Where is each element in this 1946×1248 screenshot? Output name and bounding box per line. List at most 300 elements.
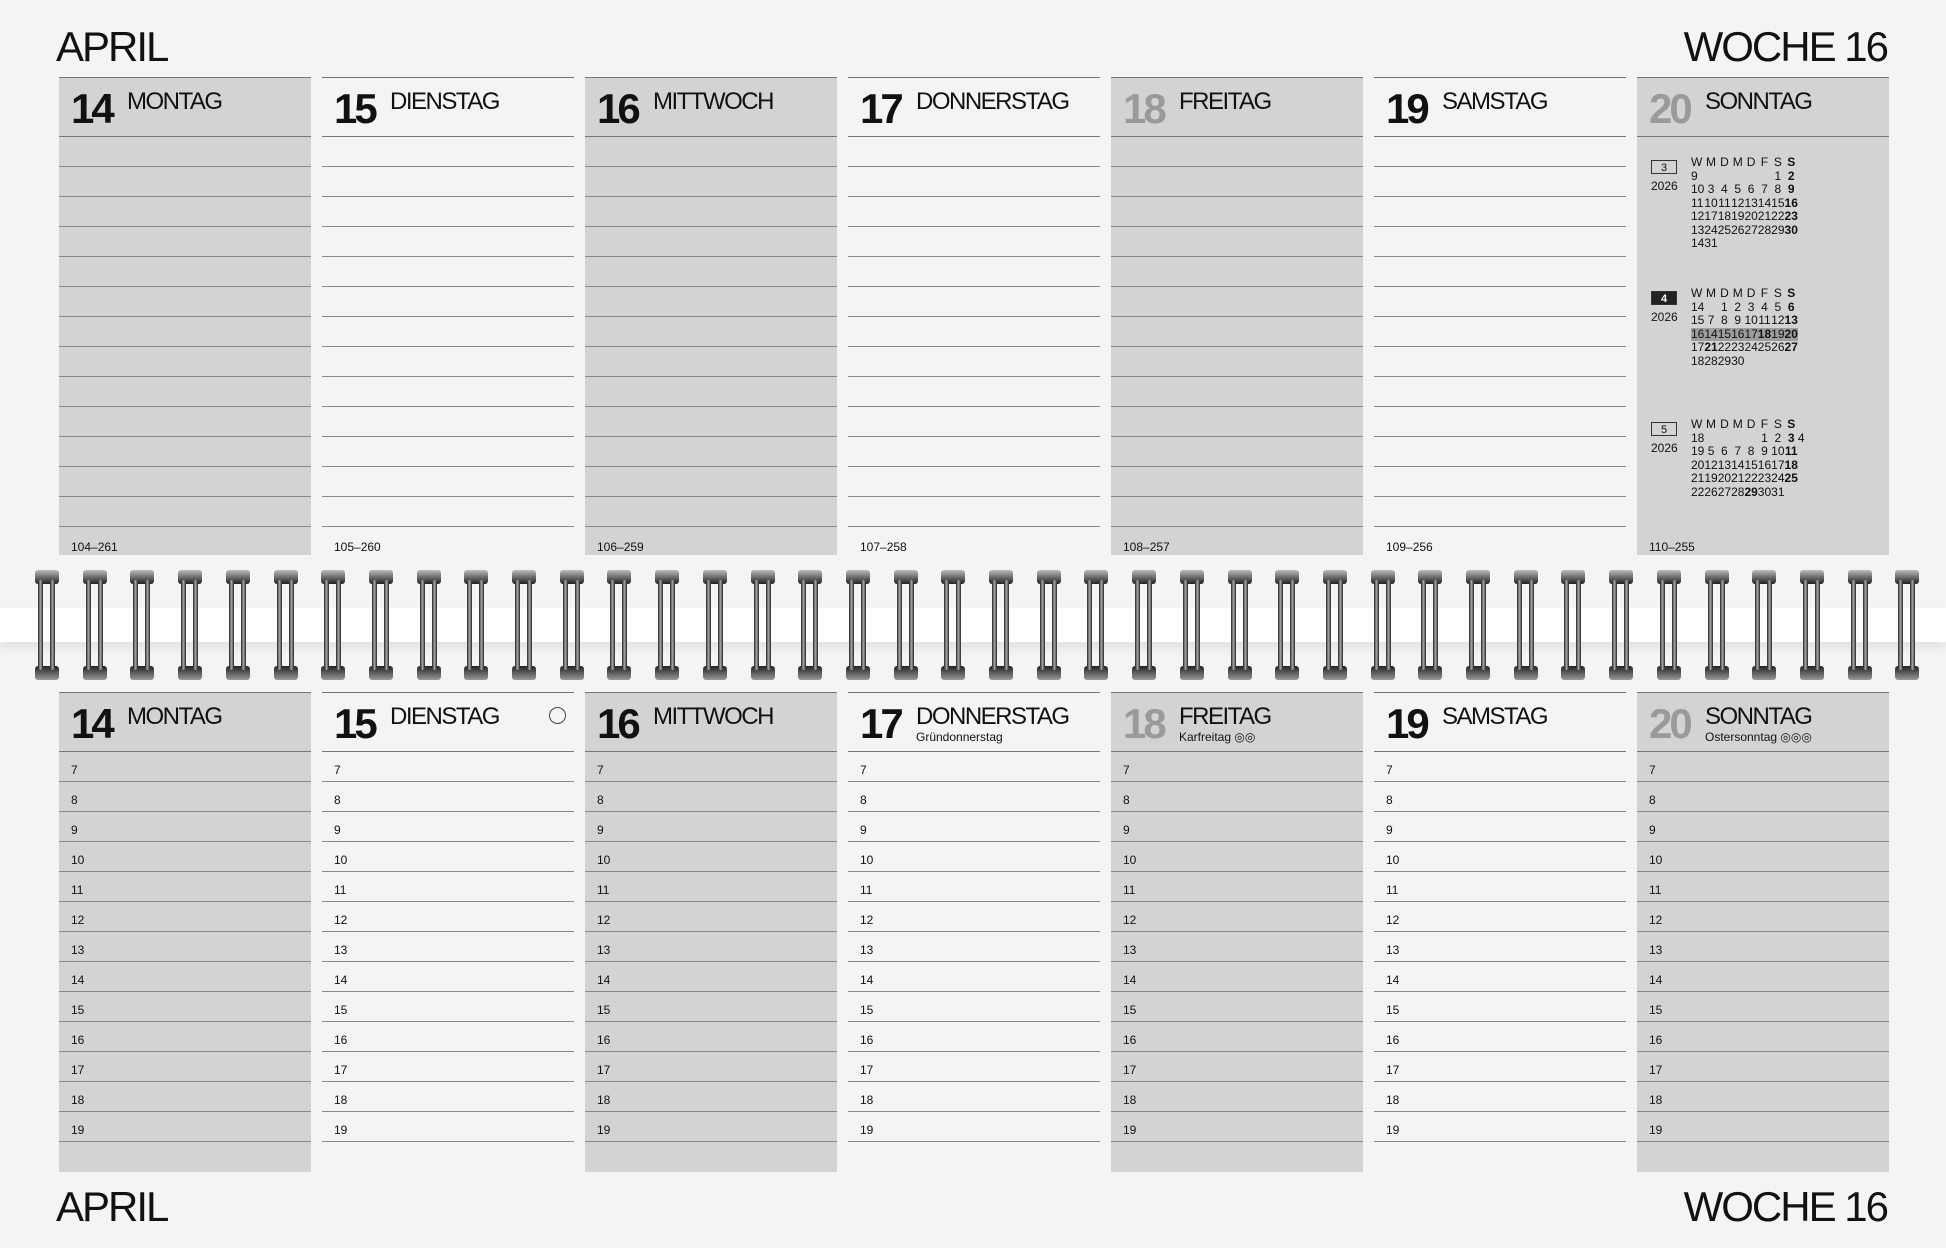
- hour-slot[interactable]: [1637, 902, 1889, 932]
- hour-slot[interactable]: [1111, 812, 1363, 842]
- hour-slot[interactable]: [59, 812, 311, 842]
- calendar-day: 14: [1731, 457, 1745, 472]
- calendar-day: 27: [1784, 340, 1798, 354]
- note-line[interactable]: [1374, 287, 1626, 317]
- hour-slot[interactable]: [1111, 1022, 1363, 1052]
- hour-slot[interactable]: [848, 1052, 1100, 1082]
- day-number: 14: [71, 700, 112, 747]
- calendar-day: 18: [1717, 209, 1732, 223]
- note-line[interactable]: [1374, 137, 1626, 167]
- hour-label: 15: [597, 1003, 611, 1017]
- hour-slot[interactable]: [1374, 842, 1626, 872]
- note-line[interactable]: [585, 287, 837, 317]
- calendar-day: 7: [1734, 444, 1742, 458]
- hour-slot[interactable]: [848, 992, 1100, 1022]
- calendar-day: 5: [1707, 444, 1715, 458]
- calendar-day: 14: [1704, 326, 1718, 341]
- hour-slot[interactable]: [1637, 752, 1889, 782]
- hour-slot[interactable]: [848, 872, 1100, 902]
- note-line[interactable]: [848, 347, 1100, 377]
- note-line[interactable]: [585, 437, 837, 467]
- hour-slot[interactable]: [59, 842, 311, 872]
- hour-slot[interactable]: [322, 842, 574, 872]
- day-name: MITTWOCH: [653, 703, 773, 730]
- hour-label: 19: [1649, 1123, 1663, 1137]
- note-line[interactable]: [585, 167, 837, 197]
- hour-slot[interactable]: [322, 932, 574, 962]
- note-line[interactable]: [1374, 377, 1626, 407]
- hour-label: 10: [597, 853, 611, 867]
- note-line[interactable]: [848, 227, 1100, 257]
- calendar-day: 8: [1774, 182, 1782, 196]
- hour-lines: [322, 752, 574, 1142]
- spiral-ring: [464, 570, 488, 680]
- calendar-day: [1771, 355, 1784, 369]
- hour-slot[interactable]: [848, 962, 1100, 992]
- day-number: 18: [1123, 85, 1164, 132]
- calendar-day: 7: [1761, 182, 1768, 196]
- hour-slot[interactable]: [585, 752, 837, 782]
- hour-label: 13: [860, 943, 874, 957]
- note-line[interactable]: [1111, 227, 1363, 257]
- hour-slot[interactable]: [1111, 962, 1363, 992]
- hour-slot[interactable]: [848, 812, 1100, 842]
- hour-slot[interactable]: [1374, 1082, 1626, 1112]
- hour-slot[interactable]: [1637, 1112, 1889, 1142]
- hour-slot[interactable]: [1374, 812, 1626, 842]
- hour-label: 8: [597, 793, 604, 807]
- hour-slot[interactable]: [59, 932, 311, 962]
- hour-slot[interactable]: [322, 782, 574, 812]
- hour-slot[interactable]: [848, 1112, 1100, 1142]
- hour-label: 16: [860, 1033, 874, 1047]
- weekday-header: D: [1720, 286, 1729, 300]
- calendar-day: 23: [1757, 471, 1772, 485]
- hour-slot[interactable]: [59, 782, 311, 812]
- note-line[interactable]: [848, 257, 1100, 287]
- week-number: 22: [1691, 484, 1705, 499]
- day-of-year-count: 105–260: [334, 540, 381, 554]
- note-line[interactable]: [322, 197, 574, 227]
- weekday-header: F: [1760, 417, 1769, 431]
- note-line[interactable]: [1374, 347, 1626, 377]
- calendar-day: 4: [1721, 182, 1728, 196]
- note-line[interactable]: [59, 137, 311, 167]
- hour-slot[interactable]: [1637, 1052, 1889, 1082]
- hour-label: 11: [1386, 883, 1399, 897]
- note-line[interactable]: [1111, 437, 1363, 467]
- note-line[interactable]: [1374, 467, 1626, 497]
- calendar-day: 4: [1761, 299, 1768, 314]
- day-name: FREITAG: [1179, 703, 1271, 730]
- calendar-day: 20: [1744, 209, 1758, 223]
- calendar-day: [1718, 170, 1731, 184]
- calendar-day: 17: [1744, 326, 1758, 341]
- note-line[interactable]: [585, 407, 837, 437]
- note-line[interactable]: [322, 167, 574, 197]
- calendar-day: 2: [1787, 168, 1795, 183]
- note-line[interactable]: [585, 197, 837, 227]
- hour-label: 13: [334, 943, 348, 957]
- hour-label: 10: [860, 853, 874, 867]
- calendar-day: [1704, 432, 1717, 446]
- hour-slot[interactable]: [585, 842, 837, 872]
- note-line[interactable]: [1374, 167, 1626, 197]
- hour-slot[interactable]: [585, 1112, 837, 1142]
- hour-slot[interactable]: [322, 992, 574, 1022]
- note-line[interactable]: [322, 317, 574, 347]
- weekday-header: S: [1787, 286, 1796, 300]
- note-line[interactable]: [1374, 437, 1626, 467]
- hour-slot[interactable]: [59, 872, 311, 902]
- note-line[interactable]: [848, 467, 1100, 497]
- note-line[interactable]: [59, 437, 311, 467]
- spiral-binding: [0, 570, 1946, 680]
- note-line[interactable]: [59, 287, 311, 317]
- day-name: FREITAG: [1179, 88, 1271, 115]
- hour-slot[interactable]: [848, 932, 1100, 962]
- note-line[interactable]: [322, 347, 574, 377]
- hour-slot[interactable]: [1374, 932, 1626, 962]
- note-line[interactable]: [848, 287, 1100, 317]
- day-header: [1637, 78, 1889, 137]
- calendar-day: 30: [1784, 222, 1798, 237]
- calendar-day: 19: [1771, 326, 1785, 341]
- note-line[interactable]: [1111, 377, 1363, 407]
- hour-slot[interactable]: [848, 782, 1100, 812]
- day-header: [1111, 693, 1363, 752]
- week-number: 18: [1691, 430, 1705, 445]
- note-line[interactable]: [322, 497, 574, 527]
- calendar-day: 9: [1761, 444, 1768, 458]
- spiral-ring: [417, 570, 441, 680]
- note-line[interactable]: [585, 317, 837, 347]
- hour-slot[interactable]: [1637, 872, 1889, 902]
- hour-slot[interactable]: [1374, 1112, 1626, 1142]
- hour-slot[interactable]: [322, 1052, 574, 1082]
- hour-label: 19: [1386, 1123, 1400, 1137]
- spiral-ring: [1895, 570, 1919, 680]
- calendar-day: 1: [1774, 168, 1782, 183]
- spiral-ring: [1323, 570, 1347, 680]
- day-number: 16: [597, 700, 638, 747]
- hour-label: 14: [1386, 973, 1400, 987]
- calendar-day: 26: [1771, 340, 1785, 354]
- hour-slot[interactable]: [322, 962, 574, 992]
- hour-slot[interactable]: [1637, 1022, 1889, 1052]
- calendar-day: [1731, 237, 1744, 251]
- hour-label: 7: [1386, 763, 1393, 777]
- day-of-year-count: 109–256: [1386, 540, 1433, 554]
- hour-slot[interactable]: [322, 812, 574, 842]
- hour-label: 12: [334, 913, 348, 927]
- hour-slot[interactable]: [585, 812, 837, 842]
- calendar-day: 28: [1704, 353, 1718, 368]
- note-line[interactable]: [59, 347, 311, 377]
- note-line[interactable]: [585, 467, 837, 497]
- hour-slot[interactable]: [1637, 992, 1889, 1022]
- hour-slot[interactable]: [585, 872, 837, 902]
- note-line[interactable]: [1374, 317, 1626, 347]
- hour-slot[interactable]: [585, 902, 837, 932]
- note-line[interactable]: [1111, 317, 1363, 347]
- note-line[interactable]: [848, 317, 1100, 347]
- hour-slot[interactable]: [1111, 842, 1363, 872]
- spiral-ring: [1037, 570, 1061, 680]
- spiral-ring: [1705, 570, 1729, 680]
- note-line[interactable]: [322, 437, 574, 467]
- spiral-ring: [1418, 570, 1442, 680]
- hour-slot[interactable]: [59, 902, 311, 932]
- hour-slot[interactable]: [322, 1112, 574, 1142]
- hour-label: 17: [1123, 1063, 1137, 1077]
- hour-slot[interactable]: [1374, 902, 1626, 932]
- hour-slot[interactable]: [585, 782, 837, 812]
- hour-slot[interactable]: [1637, 962, 1889, 992]
- weekday-header: M: [1732, 417, 1743, 431]
- hour-slot[interactable]: [848, 752, 1100, 782]
- hour-slot[interactable]: [59, 962, 311, 992]
- hour-slot[interactable]: [322, 872, 574, 902]
- note-lines: [848, 137, 1100, 527]
- hour-slot[interactable]: [1374, 1052, 1626, 1082]
- note-line[interactable]: [59, 257, 311, 287]
- hour-slot[interactable]: [59, 1112, 311, 1142]
- note-line[interactable]: [1374, 197, 1626, 227]
- hour-label: 17: [860, 1063, 874, 1077]
- calendar-day: [1744, 432, 1757, 446]
- day-name: DONNERSTAG: [916, 88, 1069, 115]
- calendar-day: 24: [1771, 471, 1785, 485]
- day-column-sonntag: [1637, 692, 1889, 1172]
- day-header: [322, 78, 574, 137]
- hour-slot[interactable]: [1637, 932, 1889, 962]
- hour-label: 16: [1123, 1033, 1137, 1047]
- week-number: 21: [1691, 471, 1705, 485]
- calendar-day: [1718, 237, 1731, 251]
- spiral-ring: [1084, 570, 1108, 680]
- weekday-header: F: [1760, 286, 1769, 300]
- note-line[interactable]: [1111, 497, 1363, 527]
- note-line[interactable]: [848, 407, 1100, 437]
- hour-slot[interactable]: [1637, 1082, 1889, 1112]
- calendar-day: 29: [1744, 484, 1758, 499]
- note-line[interactable]: [585, 227, 837, 257]
- note-line[interactable]: [322, 227, 574, 257]
- day-column-dienstag: [322, 77, 574, 555]
- hour-slot[interactable]: [1111, 872, 1363, 902]
- note-line[interactable]: [1374, 257, 1626, 287]
- hour-slot[interactable]: [848, 842, 1100, 872]
- note-line[interactable]: [1111, 167, 1363, 197]
- note-line[interactable]: [848, 137, 1100, 167]
- hour-slot[interactable]: [585, 962, 837, 992]
- note-line[interactable]: [322, 377, 574, 407]
- hour-label: 7: [1123, 763, 1130, 777]
- note-line[interactable]: [848, 437, 1100, 467]
- note-line[interactable]: [1111, 287, 1363, 317]
- hour-lines: [1637, 752, 1889, 1142]
- hour-label: 12: [860, 913, 874, 927]
- hour-slot[interactable]: [1374, 782, 1626, 812]
- hour-slot[interactable]: [585, 1022, 837, 1052]
- holiday-label: Gründonnerstag: [916, 730, 1003, 744]
- note-line[interactable]: [322, 407, 574, 437]
- calendar-day: 10: [1704, 195, 1718, 210]
- spiral-ring: [1514, 570, 1538, 680]
- calendar-day: 25: [1757, 340, 1772, 354]
- hour-slot[interactable]: [1111, 1112, 1363, 1142]
- hour-slot[interactable]: [59, 992, 311, 1022]
- note-line[interactable]: [59, 197, 311, 227]
- note-line[interactable]: [1111, 197, 1363, 227]
- note-line[interactable]: [848, 497, 1100, 527]
- note-line[interactable]: [585, 377, 837, 407]
- hour-slot[interactable]: [848, 902, 1100, 932]
- hour-slot[interactable]: [59, 1022, 311, 1052]
- day-header: [848, 693, 1100, 752]
- note-line[interactable]: [322, 257, 574, 287]
- spiral-ring: [1132, 570, 1156, 680]
- note-line[interactable]: [322, 467, 574, 497]
- note-line[interactable]: [1111, 407, 1363, 437]
- note-line[interactable]: [1374, 497, 1626, 527]
- hour-label: 17: [334, 1063, 348, 1077]
- top-week-page: [0, 77, 1946, 555]
- note-line[interactable]: [59, 317, 311, 347]
- holiday-label: Ostersonntag ◎◎◎: [1705, 730, 1812, 744]
- hour-slot[interactable]: [848, 1022, 1100, 1052]
- day-header: [848, 78, 1100, 137]
- note-line[interactable]: [585, 347, 837, 377]
- day-column-donnerstag: [848, 692, 1100, 1172]
- hour-slot[interactable]: [1637, 812, 1889, 842]
- calendar-day: 13: [1717, 457, 1732, 472]
- note-line[interactable]: [59, 377, 311, 407]
- calendar-day: [1744, 170, 1757, 184]
- hour-slot[interactable]: [59, 1082, 311, 1112]
- hour-slot[interactable]: [585, 992, 837, 1022]
- hour-slot[interactable]: [1111, 782, 1363, 812]
- note-line[interactable]: [1374, 407, 1626, 437]
- note-line[interactable]: [585, 497, 837, 527]
- note-line[interactable]: [848, 377, 1100, 407]
- calendar-day: 24: [1744, 340, 1758, 354]
- hour-label: 7: [1649, 763, 1656, 777]
- hour-slot[interactable]: [585, 932, 837, 962]
- footer-week: WOCHE 16: [1683, 1183, 1887, 1230]
- hour-slot[interactable]: [1374, 992, 1626, 1022]
- calendar-day: 18: [1784, 457, 1798, 472]
- day-column-montag: [59, 77, 311, 555]
- hour-slot[interactable]: [322, 902, 574, 932]
- day-of-year-count: 104–261: [71, 540, 118, 554]
- note-line[interactable]: [585, 257, 837, 287]
- day-header: [1637, 693, 1889, 752]
- note-line[interactable]: [1111, 257, 1363, 287]
- hour-slot[interactable]: [322, 1022, 574, 1052]
- mini-calendar-month-number: 4: [1651, 291, 1677, 305]
- hour-slot[interactable]: [322, 1082, 574, 1112]
- note-line[interactable]: [1111, 137, 1363, 167]
- hour-slot[interactable]: [1111, 752, 1363, 782]
- spiral-ring: [1609, 570, 1633, 680]
- hour-slot[interactable]: [1111, 1052, 1363, 1082]
- hour-slot[interactable]: [848, 1082, 1100, 1112]
- note-lines: [59, 137, 311, 527]
- calendar-day: 22: [1744, 471, 1758, 485]
- hour-slot[interactable]: [59, 1052, 311, 1082]
- hour-slot[interactable]: [1637, 842, 1889, 872]
- hour-slot[interactable]: [1374, 752, 1626, 782]
- note-line[interactable]: [1111, 467, 1363, 497]
- hour-slot[interactable]: [1374, 1022, 1626, 1052]
- day-header: [585, 693, 837, 752]
- spiral-ring: [226, 570, 250, 680]
- hour-label: 18: [1649, 1093, 1663, 1107]
- hour-label: 14: [597, 973, 611, 987]
- hour-slot[interactable]: [585, 1082, 837, 1112]
- mini-calendar-year: 2026: [1651, 179, 1678, 193]
- hour-slot[interactable]: [1111, 1082, 1363, 1112]
- note-line[interactable]: [322, 287, 574, 317]
- note-line[interactable]: [59, 167, 311, 197]
- note-line[interactable]: [585, 137, 837, 167]
- note-line[interactable]: [848, 167, 1100, 197]
- hour-label: 13: [1386, 943, 1400, 957]
- hour-label: 18: [334, 1093, 348, 1107]
- hour-slot[interactable]: [1374, 872, 1626, 902]
- note-line[interactable]: [848, 197, 1100, 227]
- calendar-day: 16: [1757, 457, 1772, 472]
- note-lines: [322, 137, 574, 527]
- calendar-day: 6: [1721, 444, 1728, 458]
- calendar-day: 16: [1784, 195, 1798, 210]
- note-lines: [1111, 137, 1363, 527]
- day-header: [59, 693, 311, 752]
- spiral-ring: [1466, 570, 1490, 680]
- spiral-ring: [1657, 570, 1681, 680]
- day-number: 14: [71, 85, 112, 132]
- spiral-ring: [369, 570, 393, 680]
- hour-slot[interactable]: [1111, 992, 1363, 1022]
- week-number: 14: [1691, 299, 1705, 314]
- hour-slot[interactable]: [585, 1052, 837, 1082]
- spiral-ring: [607, 570, 631, 680]
- hour-label: 17: [1649, 1063, 1663, 1077]
- note-line[interactable]: [59, 227, 311, 257]
- hour-label: 19: [597, 1123, 611, 1137]
- hour-slot[interactable]: [1111, 902, 1363, 932]
- hour-slot[interactable]: [1374, 962, 1626, 992]
- note-line[interactable]: [322, 137, 574, 167]
- note-line[interactable]: [59, 497, 311, 527]
- hour-label: 9: [1649, 823, 1656, 837]
- note-line[interactable]: [1111, 347, 1363, 377]
- hour-slot[interactable]: [1637, 782, 1889, 812]
- day-header: [1111, 78, 1363, 137]
- note-line[interactable]: [1374, 227, 1626, 257]
- spiral-ring: [274, 570, 298, 680]
- note-line[interactable]: [59, 467, 311, 497]
- hour-slot[interactable]: [59, 752, 311, 782]
- hour-label: 14: [1123, 973, 1137, 987]
- calendar-day: 31: [1704, 236, 1718, 250]
- hour-slot[interactable]: [322, 752, 574, 782]
- note-line[interactable]: [59, 407, 311, 437]
- hour-lines: [848, 752, 1100, 1142]
- hour-slot[interactable]: [1111, 932, 1363, 962]
